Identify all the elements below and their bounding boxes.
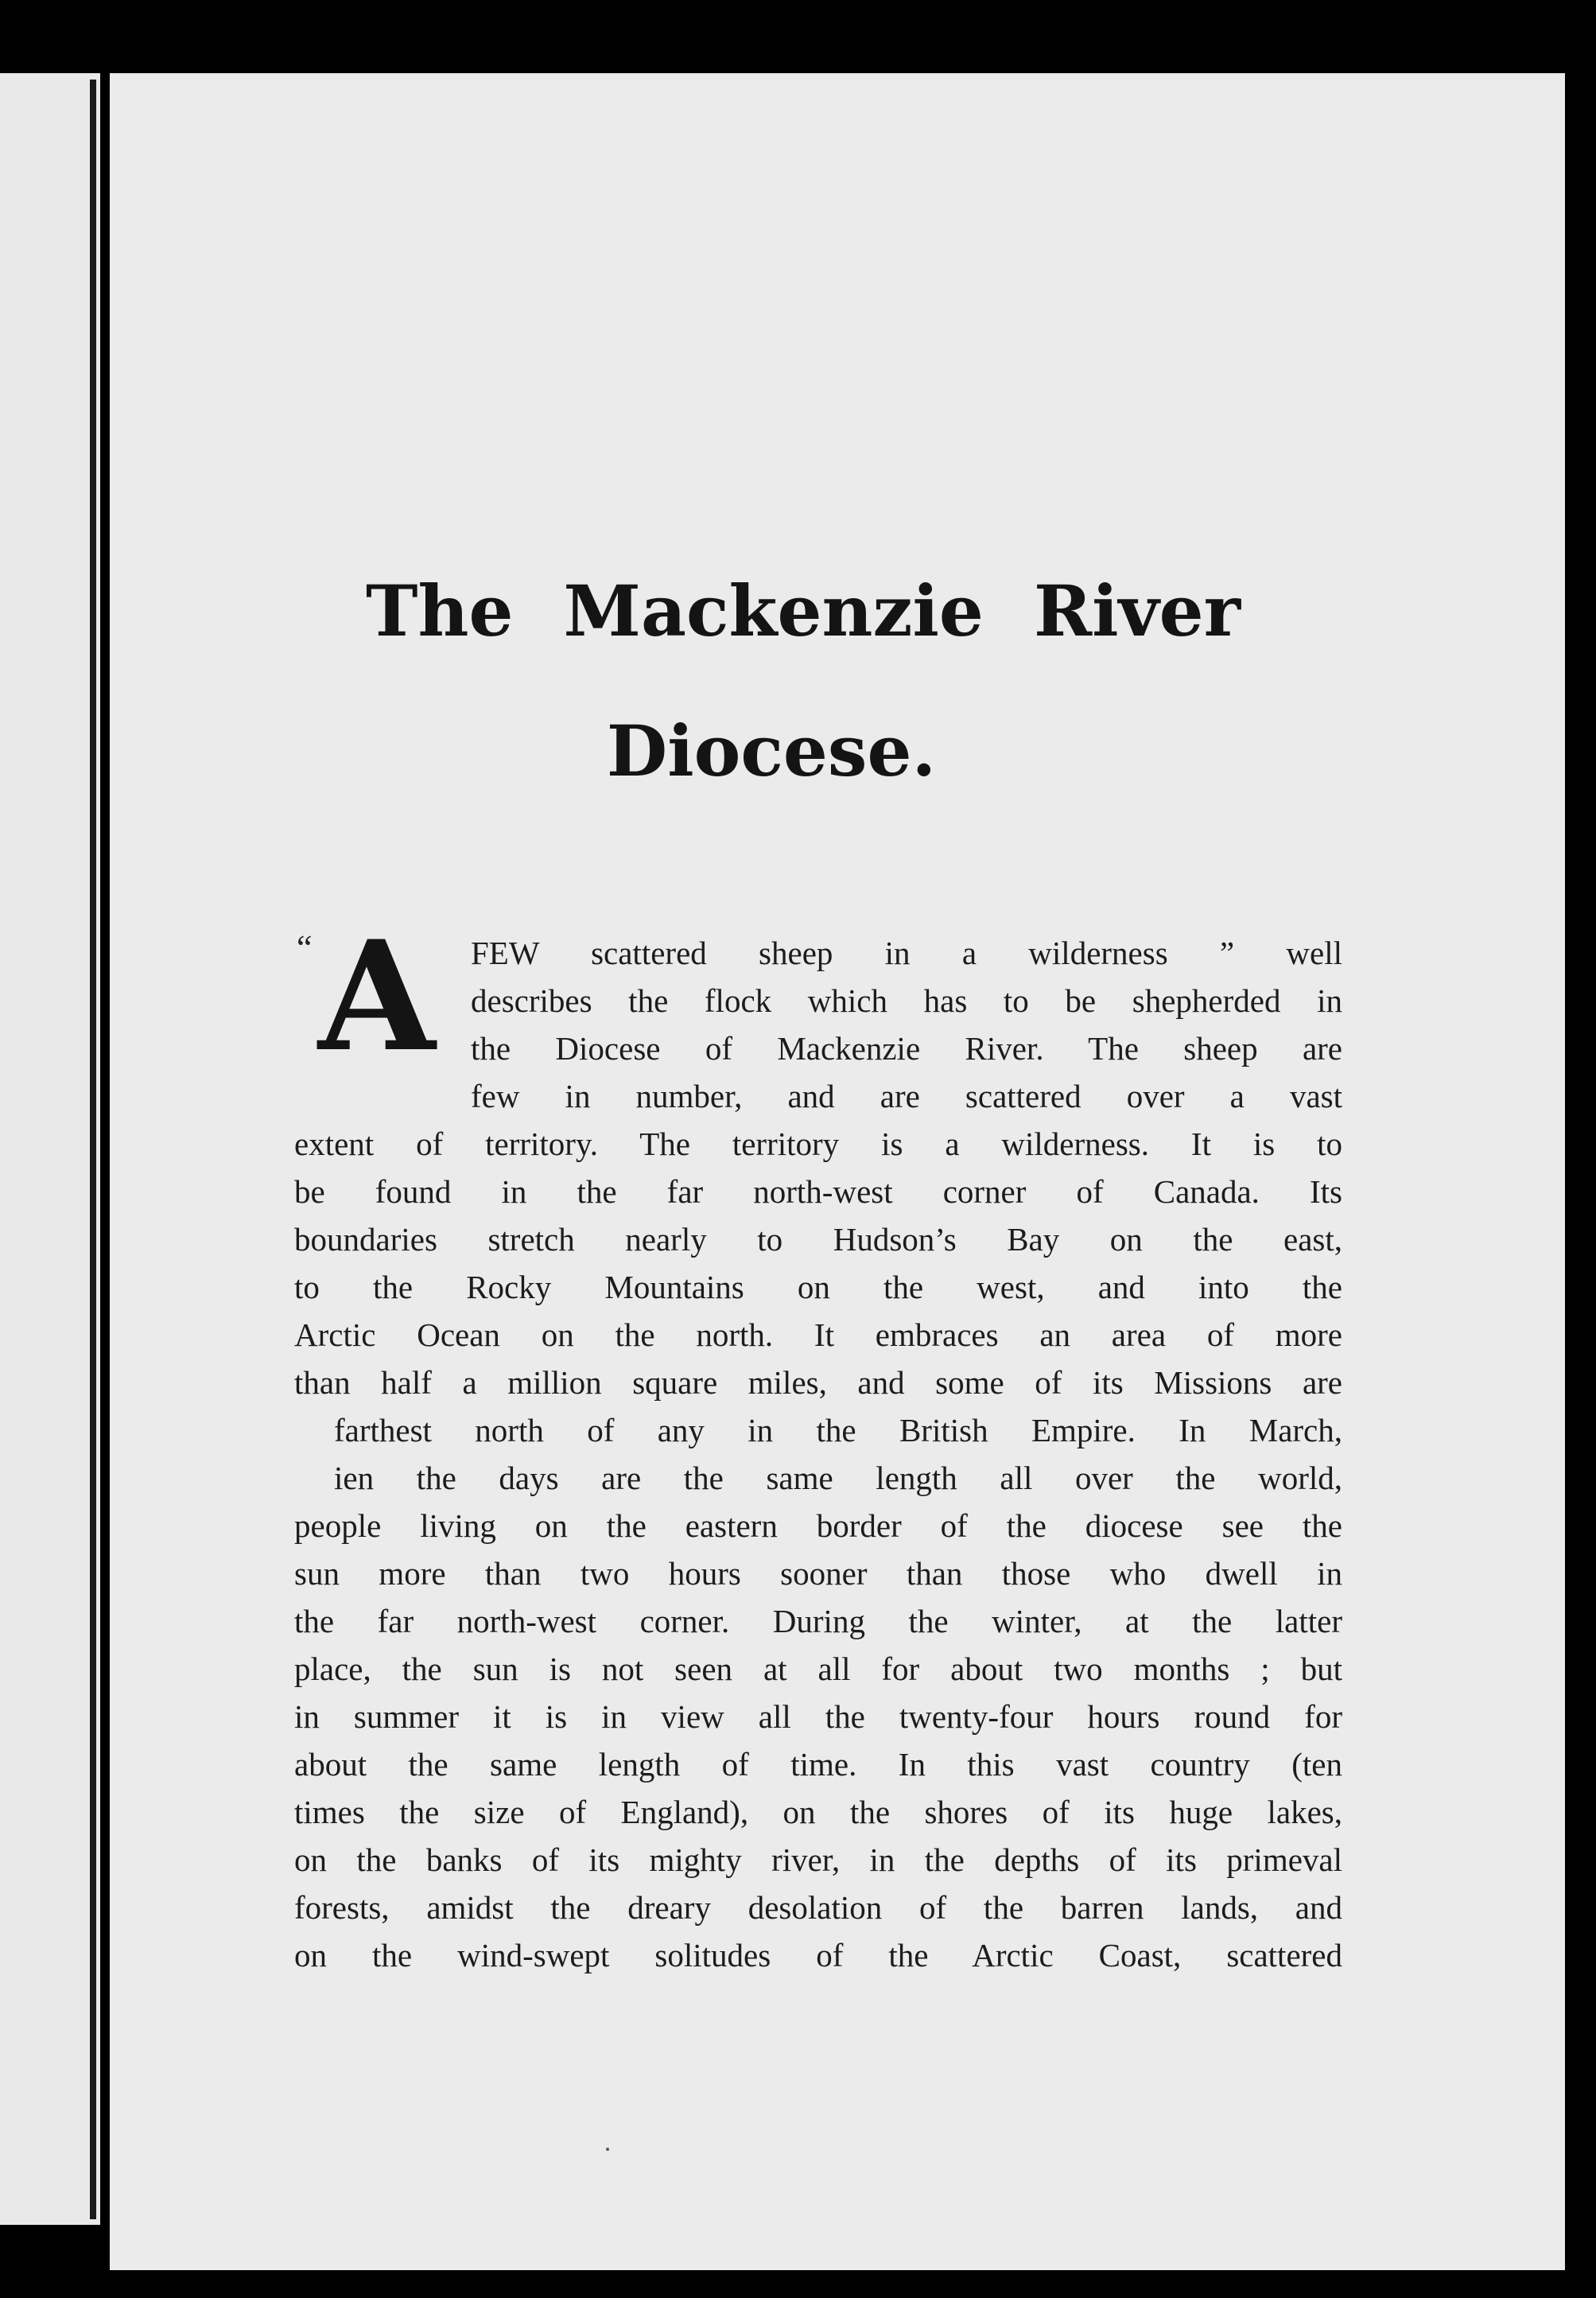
text-line: on the wind-swept solitudes of the Arctic Coast, scattered	[294, 1937, 1342, 1973]
text-line: about the same length of time. In this vast country (ten	[294, 1746, 1342, 1783]
text-line: the far north-west corner. During the winter, at the latter	[294, 1603, 1342, 1639]
text-line: people living on the eastern border of the diocese see the	[294, 1507, 1342, 1544]
page-speck	[606, 2148, 609, 2151]
text-line: FEW scattered sheep in a wilderness ” well	[471, 935, 1342, 971]
text-line: times the size of England), on the shores of its huge lakes,	[294, 1794, 1342, 1830]
text-line: on the banks of its mighty river, in the depths of its primeval	[294, 1841, 1342, 1878]
text-line: few in number, and are scattered over a vast	[471, 1078, 1342, 1114]
text-line: describes the flock which has to be shepherded in	[471, 982, 1342, 1019]
text-line: forests, amidst the dreary desolation of the barren lands, and	[294, 1889, 1342, 1926]
text-line: place, the sun is not seen at all for about two months ; but	[294, 1651, 1342, 1687]
text-line: the Diocese of Mackenzie River. The sheep are	[471, 1030, 1342, 1067]
text-line: farthest north of any in the British Empire. In March,	[334, 1412, 1342, 1448]
drop-cap: A	[318, 908, 436, 1085]
text-line: sun more than two hours sooner than those who dwell in	[294, 1555, 1342, 1592]
text-line: boundaries stretch nearly to Hudson’s Bay on the east,	[294, 1221, 1342, 1258]
title-word-3: River	[1033, 570, 1241, 652]
title-line-1	[239, 541, 1304, 681]
page-title	[239, 541, 1304, 821]
text-line: extent of territory. The territory is a wilderness. It is to	[294, 1126, 1342, 1162]
opening-quote: “	[297, 928, 313, 967]
text-line: ien the days are the same length all over the world,	[334, 1460, 1342, 1496]
book-binding	[90, 80, 96, 2219]
title-word-2: Mackenzie	[563, 570, 984, 652]
title-word-1: The	[366, 570, 514, 652]
facing-page-edge	[0, 73, 100, 2225]
text-line: to the Rocky Mountains on the west, and into the	[294, 1269, 1342, 1305]
title-line-2: Diocese.	[606, 710, 937, 792]
text-line: than half a million square miles, and some of its Missions are	[294, 1364, 1342, 1401]
text-line: in summer it is in view all the twenty-four hours round for	[294, 1698, 1342, 1735]
text-line: Arctic Ocean on the north. It embraces an area of more	[294, 1316, 1342, 1353]
text-line: be found in the far north-west corner of Canada. Its	[294, 1173, 1342, 1210]
